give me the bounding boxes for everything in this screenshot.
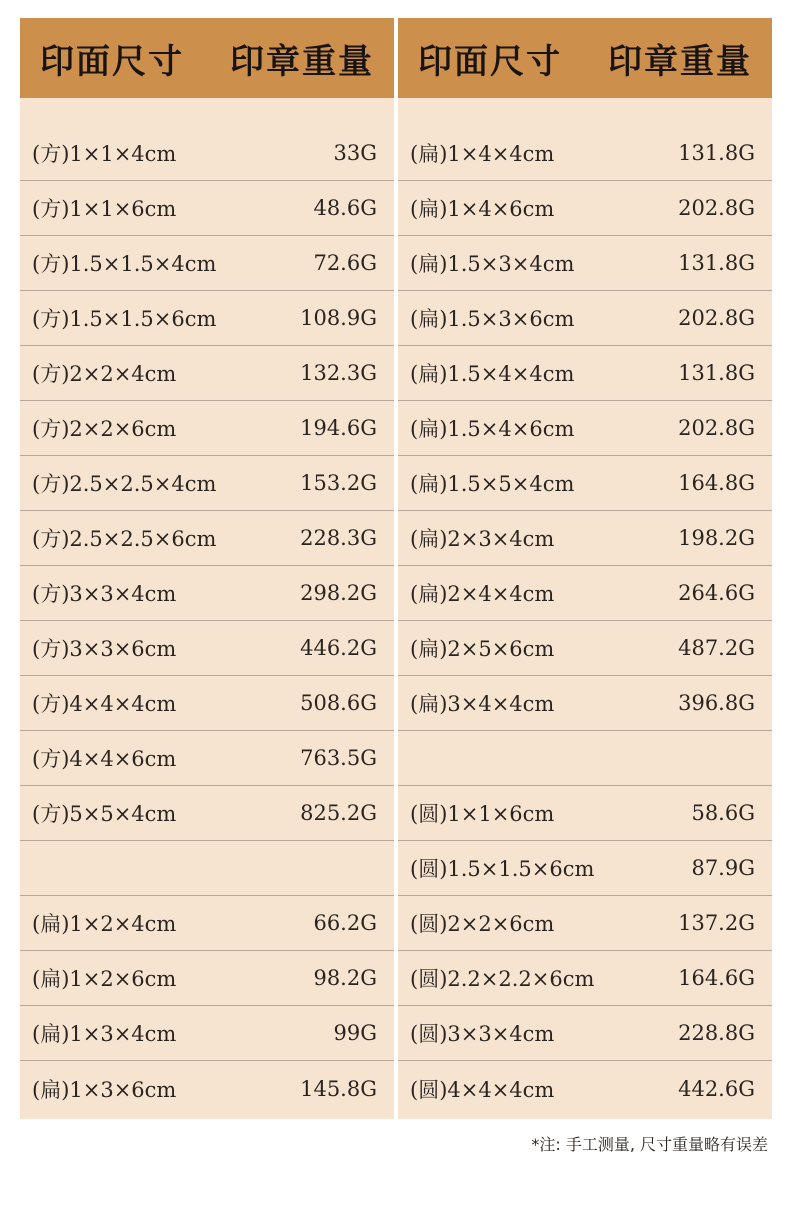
row-size: (扁)1.5×4×4cm bbox=[410, 362, 575, 386]
table-row bbox=[398, 676, 772, 731]
table-row bbox=[20, 1006, 394, 1061]
row-weight: 202.8G bbox=[678, 416, 755, 440]
row-size: (扁)1×3×4cm bbox=[32, 1022, 177, 1046]
table-row bbox=[20, 676, 394, 731]
table-row bbox=[398, 566, 772, 621]
table-row-empty bbox=[20, 841, 394, 896]
table-row bbox=[20, 346, 394, 401]
row-size: (圆)1×1×6cm bbox=[410, 802, 555, 826]
left-table-header bbox=[20, 18, 394, 98]
table-row bbox=[398, 126, 772, 181]
row-size: (扁)2×5×6cm bbox=[410, 637, 555, 661]
row-weight: 132.3G bbox=[300, 361, 377, 385]
table-row bbox=[398, 841, 772, 896]
table-row bbox=[398, 291, 772, 346]
table-row bbox=[20, 291, 394, 346]
row-size: (扁)1×4×4cm bbox=[410, 142, 555, 166]
row-size: (圆)1.5×1.5×6cm bbox=[410, 857, 595, 881]
table-row bbox=[20, 786, 394, 841]
right-table-header bbox=[398, 18, 772, 98]
row-weight: 98.2G bbox=[313, 966, 377, 990]
row-weight: 442.6G bbox=[678, 1076, 755, 1101]
row-weight: 508.6G bbox=[300, 691, 377, 715]
row-size: (方)2×2×4cm bbox=[32, 362, 177, 386]
row-size: (扁)1.5×5×4cm bbox=[410, 472, 575, 496]
table-row bbox=[398, 511, 772, 566]
row-size: (扁)2×3×4cm bbox=[410, 527, 555, 551]
row-weight: 87.9G bbox=[691, 856, 755, 880]
row-weight: 228.3G bbox=[300, 526, 377, 550]
table-row bbox=[20, 731, 394, 786]
table-row bbox=[20, 181, 394, 236]
row-weight: 99G bbox=[333, 1021, 377, 1045]
row-size: (方)2×2×6cm bbox=[32, 417, 177, 441]
table-row bbox=[20, 621, 394, 676]
row-weight: 264.6G bbox=[678, 581, 755, 605]
table-row bbox=[398, 236, 772, 291]
row-size: (圆)3×3×4cm bbox=[410, 1022, 555, 1046]
table-row bbox=[398, 401, 772, 456]
row-weight: 446.2G bbox=[300, 636, 377, 660]
table-row bbox=[20, 456, 394, 511]
row-weight: 131.8G bbox=[678, 251, 755, 275]
row-size: (扁)1.5×4×6cm bbox=[410, 417, 575, 441]
table-row bbox=[398, 181, 772, 236]
row-weight: 153.2G bbox=[300, 471, 377, 495]
table-row bbox=[398, 786, 772, 841]
row-size: (方)1.5×1.5×6cm bbox=[32, 307, 217, 331]
row-size: (方)2.5×2.5×4cm bbox=[32, 472, 217, 496]
table-row bbox=[20, 951, 394, 1006]
table-row bbox=[20, 236, 394, 291]
row-weight: 202.8G bbox=[678, 306, 755, 330]
row-weight: 164.6G bbox=[678, 966, 755, 990]
row-size: (扁)1×2×4cm bbox=[32, 912, 177, 936]
left-table bbox=[20, 18, 394, 1119]
row-weight: 194.6G bbox=[300, 416, 377, 440]
row-weight: 58.6G bbox=[691, 801, 755, 825]
left-header-size: 印面尺寸 bbox=[40, 41, 184, 82]
row-size: (方)1×1×4cm bbox=[32, 142, 177, 166]
row-weight: 396.8G bbox=[678, 691, 755, 715]
row-weight: 131.8G bbox=[678, 141, 755, 165]
table-row bbox=[398, 951, 772, 1006]
row-weight: 145.8G bbox=[300, 1076, 377, 1101]
left-table-body bbox=[20, 98, 394, 1119]
row-size: (扁)1.5×3×6cm bbox=[410, 307, 575, 331]
row-weight: 825.2G bbox=[300, 801, 377, 825]
row-weight: 202.8G bbox=[678, 196, 755, 220]
row-weight: 228.8G bbox=[678, 1021, 755, 1045]
table-row bbox=[20, 566, 394, 621]
row-size: (方)4×4×6cm bbox=[32, 747, 177, 771]
row-size: (圆)2.2×2.2×6cm bbox=[410, 967, 595, 991]
row-weight: 198.2G bbox=[678, 526, 755, 550]
row-weight: 164.8G bbox=[678, 471, 755, 495]
row-weight: 66.2G bbox=[313, 911, 377, 935]
row-size: (圆)2×2×6cm bbox=[410, 912, 555, 936]
row-size: (方)4×4×4cm bbox=[32, 692, 177, 716]
right-header-weight: 印章重量 bbox=[608, 41, 752, 82]
right-table bbox=[398, 18, 772, 1119]
row-weight: 131.8G bbox=[678, 361, 755, 385]
right-header-size: 印面尺寸 bbox=[418, 41, 562, 82]
row-weight: 72.6G bbox=[313, 251, 377, 275]
row-size: (扁)1×4×6cm bbox=[410, 197, 555, 221]
row-weight: 48.6G bbox=[313, 196, 377, 220]
table-row bbox=[20, 511, 394, 566]
table-row bbox=[398, 896, 772, 951]
row-size: (方)3×3×6cm bbox=[32, 637, 177, 661]
table-row bbox=[398, 1006, 772, 1061]
table-row bbox=[398, 621, 772, 676]
row-size: (扁)1.5×3×4cm bbox=[410, 252, 575, 276]
table-row bbox=[20, 896, 394, 951]
row-weight: 487.2G bbox=[678, 636, 755, 660]
row-size: (方)2.5×2.5×6cm bbox=[32, 527, 217, 551]
table-row bbox=[398, 1061, 772, 1116]
table-row bbox=[398, 456, 772, 511]
row-weight: 137.2G bbox=[678, 911, 755, 935]
row-weight: 108.9G bbox=[300, 306, 377, 330]
right-table-body bbox=[398, 98, 772, 1119]
row-size: (扁)3×4×4cm bbox=[410, 692, 555, 716]
row-size: (圆)4×4×4cm bbox=[410, 1077, 555, 1102]
row-size: (扁)2×4×4cm bbox=[410, 582, 555, 606]
row-weight: 298.2G bbox=[300, 581, 377, 605]
table-row bbox=[398, 346, 772, 401]
row-size: (方)3×3×4cm bbox=[32, 582, 177, 606]
row-weight: 33G bbox=[333, 141, 377, 165]
table-row bbox=[20, 1061, 394, 1116]
table-row bbox=[20, 401, 394, 456]
row-size: (扁)1×2×6cm bbox=[32, 967, 177, 991]
row-size: (方)1.5×1.5×4cm bbox=[32, 252, 217, 276]
table-row-empty bbox=[398, 731, 772, 786]
measurement-note: *注: 手工测量, 尺寸重量略有误差 bbox=[531, 1135, 768, 1154]
row-size: (方)5×5×4cm bbox=[32, 802, 177, 826]
row-size: (方)1×1×6cm bbox=[32, 197, 177, 221]
left-header-weight: 印章重量 bbox=[230, 41, 374, 82]
row-weight: 763.5G bbox=[300, 746, 377, 770]
table-row bbox=[20, 126, 394, 181]
row-size: (扁)1×3×6cm bbox=[32, 1077, 177, 1102]
